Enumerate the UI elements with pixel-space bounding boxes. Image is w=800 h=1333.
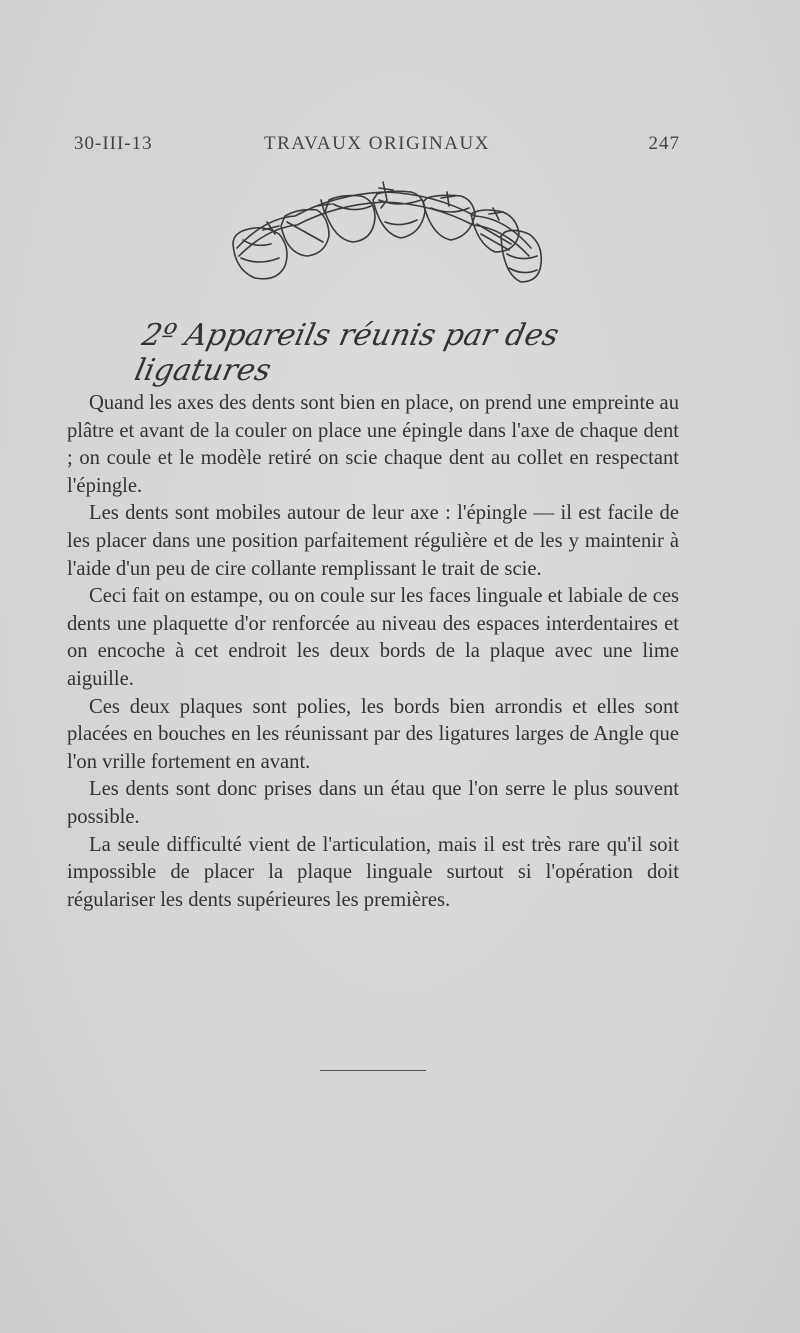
paragraph: Ces deux plaques sont polies, les bords bien arrondis et elles sont placées en bouches en les réunissant par des ligatures larges de Angle que l'on vrille fortement en avant. [67, 695, 679, 773]
running-head [74, 133, 680, 157]
section-title: TRAVAUX ORIGINAUX [264, 133, 490, 154]
issue-date: 30-III-13 [74, 133, 153, 154]
paragraph: Ceci fait on estampe, ou on coule sur les faces linguale et labiale de ces dents une plaquette d'or renforcée au niveau des espaces interdentaires et on encoche à cet endroit les deux bords de la plaque avec une lime aiguille. [67, 585, 679, 690]
paragraph: La seule difficulté vient de l'articulation, mais il est très rare qu'il soit impossible de placer la plaque linguale surtout si l'opération doit régulariser les dents supérieures les premières. [67, 833, 679, 911]
paragraph: Les dents sont mobiles autour de leur axe : l'épingle — il est facile de les placer dans une position parfaitement régulière et de les y maintenir à l'aide d'un peu de cire collante remplissant le trait de scie. [67, 502, 679, 580]
end-rule [320, 1070, 426, 1071]
paragraph: Quand les axes des dents sont bien en place, on prend une empreinte au plâtre et avant de la couler on place une épingle dans l'axe de chaque dent ; on coule et le modèle retiré on scie chaque dent au collet en respectant l'épingle. [67, 392, 679, 497]
dental-arch-sketch [225, 178, 545, 290]
body-text [67, 390, 679, 914]
paragraph: Les dents sont donc prises dans un étau que l'on serre le plus souvent possible. [67, 778, 679, 828]
page-number: 247 [648, 133, 680, 154]
figure-caption: 2º Appareils réunis par des ligatures [131, 318, 562, 388]
